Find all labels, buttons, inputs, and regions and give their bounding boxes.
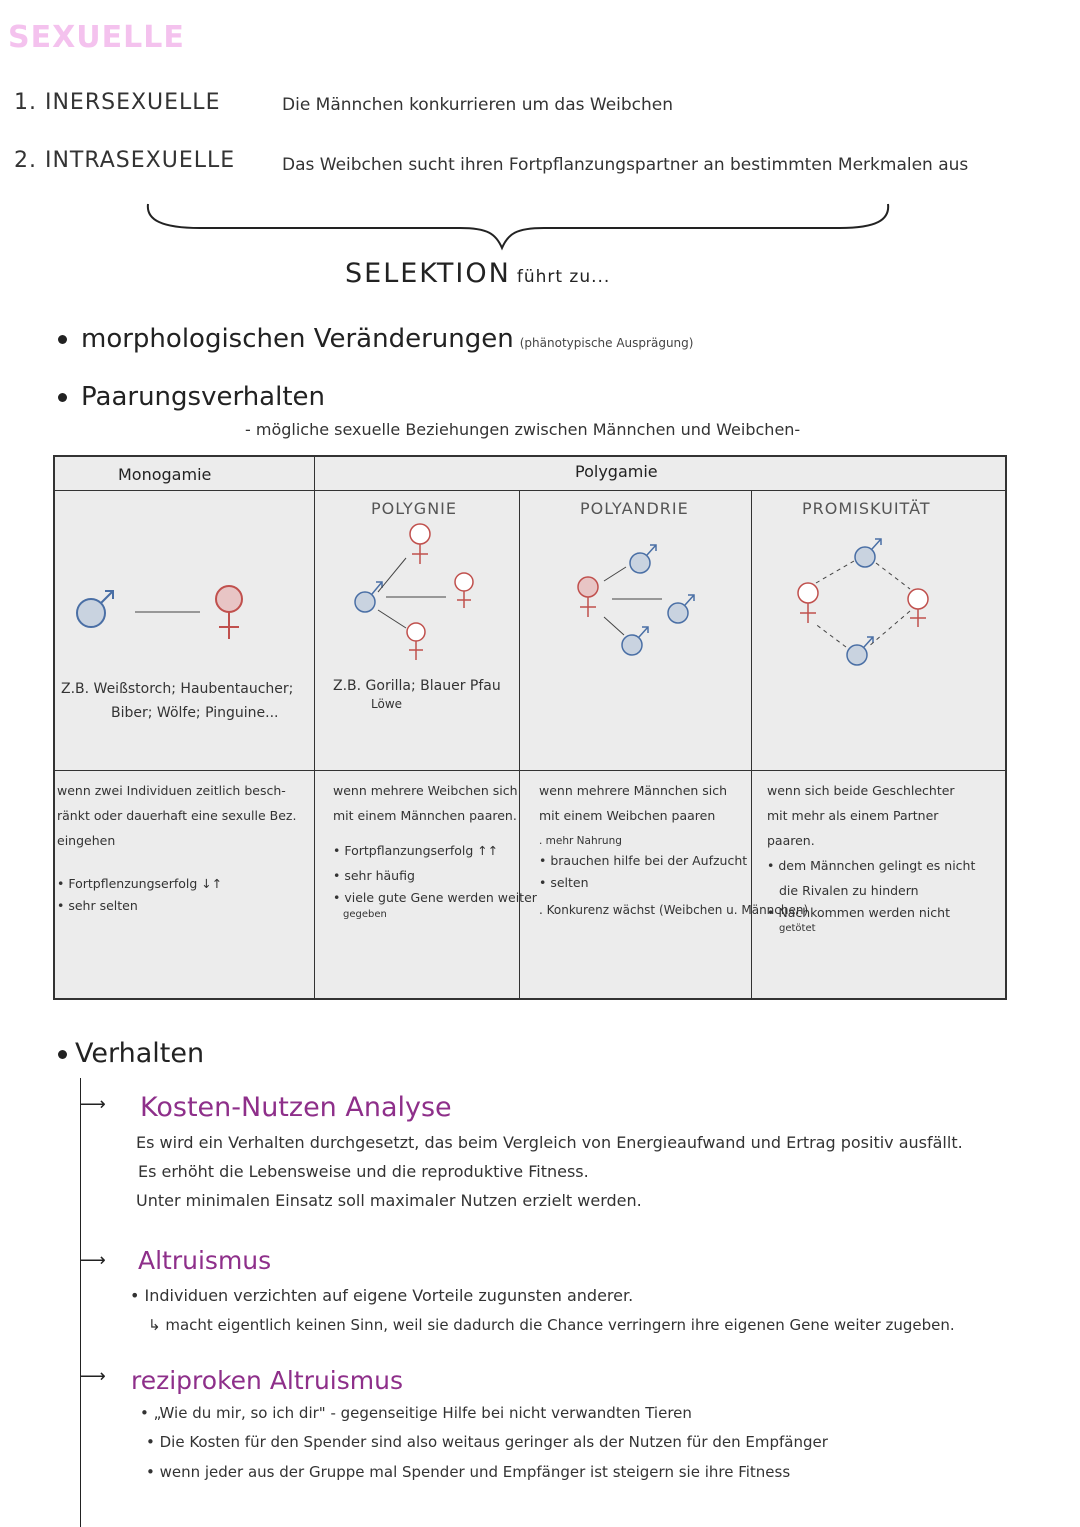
male-icon [855, 539, 881, 567]
kosten-nutzen-title: Kosten-Nutzen Analyse [140, 1092, 452, 1123]
reziproken-altruismus-title: reziproken Altruismus [131, 1366, 403, 1395]
section-1-desc: Die Männchen konkurrieren um das Weibchen [282, 95, 674, 115]
mating-systems-table [53, 455, 1007, 1000]
curly-brace [140, 198, 900, 258]
female-icon [216, 586, 242, 639]
section-2-label: 2. INTRASEXUELLE [14, 148, 236, 173]
arrow-icon: ⟶ [80, 1250, 106, 1271]
verhalten-heading: Verhalten [58, 1038, 204, 1069]
monogamie-diagram [65, 567, 305, 647]
rez-line-3: • wenn jeder aus der Gruppe mal Spender und Empfänger ist steigern sie ihre Fitness [146, 1463, 791, 1481]
page-title: SEXUELLE [8, 20, 185, 55]
male-icon [630, 545, 656, 573]
tree-line [80, 1078, 81, 1527]
alt-line-1: • Individuen verzichten auf eigene Vorteile zugunsten anderer. [130, 1286, 634, 1305]
bullet-paarung: Paarungsverhalten [58, 382, 325, 412]
header-monogamie: Monogamie [118, 465, 212, 484]
female-icon [455, 573, 473, 608]
kn-line-1: Es wird ein Verhalten durchgesetzt, das beim Vergleich von Energieaufwand und Ertrag positiv ausfällt. [136, 1133, 963, 1152]
col-promiskuitaet: PROMISKUITÄT [802, 499, 931, 518]
polyandrie-diagram [570, 537, 700, 662]
col-polygnie: POLYGNIE [371, 499, 457, 518]
rez-line-1: • „Wie du mir, so ich dir" - gegenseitige Hilfe bei nicht verwandten Tieren [140, 1404, 692, 1422]
kn-line-3: Unter minimalen Einsatz soll maximaler Nutzen erzielt werden. [136, 1191, 642, 1210]
arrow-icon: ⟶ [80, 1094, 106, 1115]
female-icon [908, 589, 928, 627]
male-icon [77, 591, 113, 627]
polygnie-diagram [350, 522, 490, 672]
section-2-desc: Das Weibchen sucht ihren Fortpflanzungspartner an bestimmten Merkmalen aus [282, 155, 969, 175]
polyandrie-description: wenn mehrere Männchen sich mit einem Weibchen paaren . mehr Nahrung • brauchen hilfe bei der Aufzucht • selten . Konkurenz wächst (Weibchen u. Männchen) [539, 783, 809, 917]
arrow-icon: ⟶ [80, 1366, 106, 1387]
selektion-heading: SELEKTION führt zu... [345, 258, 611, 289]
header-polygamie: Polygamie [575, 462, 658, 481]
promiskuitaet-description: wenn sich beide Geschlechter mit mehr als einem Partner paaren. • dem Männchen gelingt es nicht die Rivalen zu hindern • Nachkommen werden nicht getötet [767, 783, 976, 934]
male-icon [668, 595, 694, 623]
male-icon [355, 582, 382, 612]
promiskuitaet-diagram [790, 527, 940, 672]
col-polyandrie: POLYANDRIE [580, 499, 689, 518]
female-icon [407, 623, 425, 660]
rez-line-2: • Die Kosten für den Spender sind also weitaus geringer als der Nutzen für den Empfänger [146, 1433, 828, 1451]
bullet-morphology: morphologischen Veränderungen (phänotypische Ausprägung) [58, 324, 693, 354]
altruismus-title: Altruismus [138, 1246, 272, 1275]
male-icon [847, 637, 873, 665]
section-1-label: 1. INERSEXUELLE [14, 90, 221, 115]
mono-description: wenn zwei Individuen zeitlich besch- ränkt oder dauerhaft eine sexulle Bez. eingehen • Fortpflenzungserfolg ↓↑ • sehr selten [57, 783, 297, 913]
alt-line-2: ↳ macht eigentlich keinen Sinn, weil sie dadurch die Chance verringern ihre eigenen Gene weiter zugeben. [148, 1316, 955, 1334]
female-icon [578, 577, 598, 617]
paarung-subtitle: - mögliche sexuelle Beziehungen zwischen Männchen und Weibchen- [245, 420, 801, 439]
male-icon [622, 627, 648, 655]
kn-line-2: Es erhöht die Lebensweise und die reproduktive Fitness. [138, 1162, 589, 1181]
polygnie-description: wenn mehrere Weibchen sich mit einem Männchen paaren. • Fortpflanzungserfolg ↑↑ • sehr häufig • viele gute Gene werden weiter gegeben [333, 783, 537, 920]
example-polygnie: Z.B. Gorilla; Blauer Pfau Löwe [333, 678, 501, 711]
female-icon [410, 524, 430, 564]
female-icon [798, 583, 818, 623]
example-mono: Z.B. Weißstorch; Haubentaucher; Biber; Wölfe; Pinguine... [61, 681, 294, 721]
